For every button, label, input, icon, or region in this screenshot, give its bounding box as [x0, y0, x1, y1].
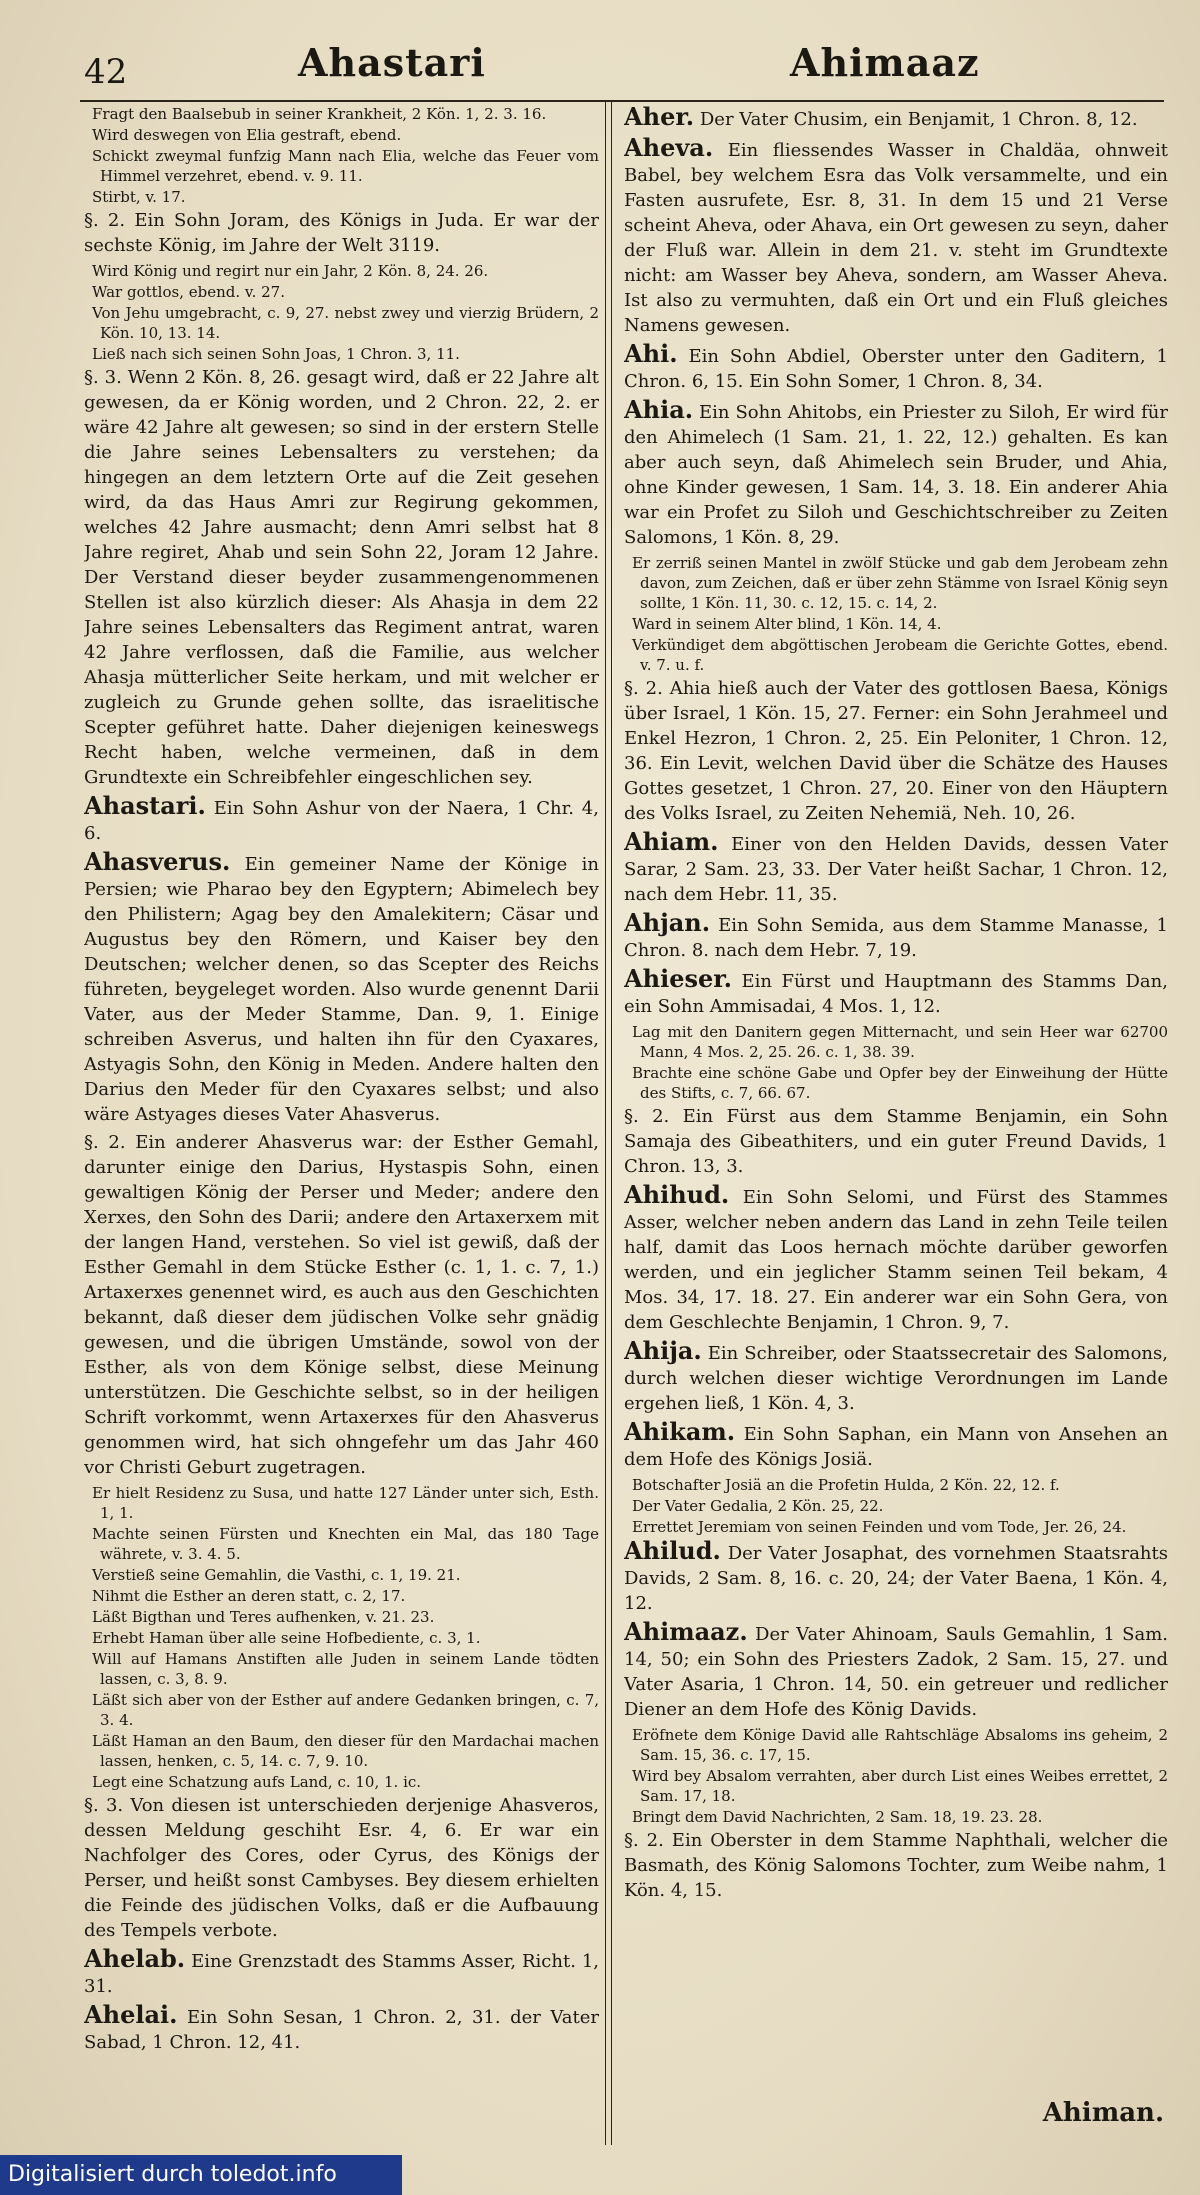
scripture-note: Von Jehu umgebracht, c. 9, 27. nebst zwey und vierzig Brüdern, 2 Kön. 10, 13. 14. — [92, 304, 599, 342]
entry-text: Ein Sohn Selomi, und Fürst des Stammes Asser, welcher neben andern das Land in zehn Teile teilen half, damit das Loos hernach möchte darüber geworfen werden, und ein jeglicher Stamm seinen Teil bekam, 4 Mos. 34, 17. 18. 27. Ein anderer war ein Sohn Gera, von dem Geschlechte Benjamin, 1 Chron. 9, 7. — [624, 1187, 1168, 1333]
entry-text: Ein Fürst und Hauptmann des Stamms Dan, ein Sohn Ammisadai, 4 Mos. 1, 12. — [624, 971, 1168, 1017]
entry-text: Ein Sohn Ashur von der Naera, 1 Chr. 4, 6. — [84, 798, 599, 844]
scripture-note: Botschafter Josiä an die Profetin Hulda, 2 Kön. 22, 12. f. — [632, 1476, 1060, 1494]
entry-text: Der Vater Ahinoam, Sauls Gemahlin, 1 Sam. 14, 50; ein Sohn des Priesters Zadok, 2 Sam. 15, 27. und Vater Asaria, 1 Chron. 14, 50. ein getreuer und redlicher Diener an dem Hofe des König Davids. — [624, 1624, 1168, 1720]
column-divider-inner — [611, 100, 612, 2145]
entry-headword: Ahimaaz. — [624, 1617, 748, 1646]
dictionary-entry — [624, 104, 1168, 132]
scripture-note: Errettet Jeremiam von seinen Feinden und vom Tode, Jer. 26, 24. — [632, 1518, 1127, 1536]
left-column — [84, 104, 599, 2144]
entry-paragraph: §. 3. Von diesen ist unterschieden derjenige Ahasveros, dessen Meldung geschiht Esr. 4, 6. Er war ein Nachfolger des Cores, oder Cyrus, des Königs der Perser, und heißt sonst Cambyses. Bey diesem erhielten die Feinde des jüdischen Volks, daß er die Aufbauung des Tempels verbote. — [84, 1795, 599, 1941]
entry-headword: Ahjan. — [624, 908, 711, 937]
entry-headword: Ahiam. — [624, 827, 719, 856]
header-rule — [80, 100, 1164, 102]
dictionary-entry — [624, 1419, 1168, 1472]
scripture-note: Eröfnete dem Könige David alle Rahtschläge Absaloms ins geheim, 2 Sam. 15, 36. c. 17, 15. — [632, 1726, 1168, 1764]
entry-headword: Ahastari. — [84, 791, 206, 820]
dictionary-entry — [624, 1619, 1168, 1722]
running-headword-left: Ahastari — [298, 40, 486, 85]
dictionary-entry — [624, 829, 1168, 907]
scripture-note: Machte seinen Fürsten und Knechten ein Mal, das 180 Tage währete, v. 3. 4. 5. — [92, 1525, 599, 1563]
scripture-note: Lag mit den Danitern gegen Mitternacht, und sein Heer war 62700 Mann, 4 Mos. 2, 25. 26. c. 1, 38. 39. — [632, 1023, 1168, 1061]
entry-paragraph: §. 2. Ein anderer Ahasverus war: der Esther Gemahl, darunter einige den Darius, Hystaspis Sohn, einen gewaltigen König der Perser und Meder; andere den Xerxes, den Sohn des Darii; andere den Artaxerxem mit der langen Hand, verstehen. So viel ist gewiß, daß der Esther Gemahl in dem Stücke Esther (c. 1, 1. c. 7, 1.) Artaxerxes genennet wird, es auch aus den Geschichten bekannt, daß dieser dem jüdischen Volke sehr gnädig gewesen, und die übrigen Umstände, sowol von der Esther, als von dem Könige selbst, diese Meinung unterstützen. Die Geschichte selbst, so in der heiligen Schrift vorkommt, wenn Artaxerxes für den Ahasverus genommen wird, hat sich ohngefehr um das Jahr 460 vor Christi Geburt zugetragen. — [84, 1132, 599, 1478]
entry-text: Ein Sohn Abdiel, Oberster unter den Gaditern, 1 Chron. 6, 15. Ein Sohn Somer, 1 Chron. 8, 34. — [624, 346, 1168, 392]
dictionary-entry — [624, 1538, 1168, 1616]
dictionary-entry — [624, 966, 1168, 1019]
entry-headword: Ahihud. — [624, 1180, 730, 1209]
entry-text: Einer von den Helden Davids, dessen Vater Sarar, 2 Sam. 23, 33. Der Vater heißt Sachar, 1 Chron. 12, nach dem Hebr. 11, 35. — [624, 834, 1168, 905]
entry-text: Ein Sohn Sesan, 1 Chron. 2, 31. der Vater Sabad, 1 Chron. 12, 41. — [84, 2007, 599, 2053]
dictionary-entry — [84, 849, 599, 1127]
scripture-note: Der Vater Gedalia, 2 Kön. 25, 22. — [632, 1497, 884, 1515]
entry-headword: Ahelab. — [84, 1944, 186, 1973]
footer-label: Digitalisiert durch toledot.info — [8, 2162, 337, 2187]
entry-text: Der Vater Chusim, ein Benjamit, 1 Chron. 8, 12. — [699, 109, 1138, 130]
scripture-note: Bringt dem David Nachrichten, 2 Sam. 18, 19. 23. 28. — [632, 1808, 1043, 1826]
right-column — [624, 104, 1168, 2144]
dictionary-entry — [624, 135, 1168, 338]
entry-headword: Aher. — [624, 104, 695, 131]
entry-headword: Aheva. — [624, 133, 714, 162]
scripture-note: Erhebt Haman über alle seine Hofbediente, c. 3, 1. — [92, 1629, 481, 1647]
entry-headword: Ahikam. — [624, 1417, 736, 1446]
column-divider — [605, 100, 606, 2145]
entry-paragraph: §. 2. Ein Sohn Joram, des Königs in Juda. Er war der sechste König, im Jahre der Welt 3119. — [84, 210, 599, 256]
scripture-note: Nihmt die Esther an deren statt, c. 2, 17. — [92, 1587, 406, 1605]
entry-headword: Ahilud. — [624, 1536, 721, 1565]
entry-paragraph: §. 2. Ein Fürst aus dem Stamme Benjamin, ein Sohn Samaja des Gibeathiters, und ein guter Freund Davids, 1 Chron. 13, 3. — [624, 1106, 1168, 1177]
scripture-note: Er zerriß seinen Mantel in zwölf Stücke und gab dem Jerobeam zehn davon, zum Zeichen, daß er über zehn Stämme von Israel König seyn sollte, 1 Kön. 11, 30. c. 12, 15. c. 14, 2. — [632, 554, 1168, 612]
digitization-footer[interactable] — [0, 2155, 402, 2195]
entry-paragraph: §. 3. Wenn 2 Kön. 8, 26. gesagt wird, daß er 22 Jahre alt gewesen, da er König worden, und 2 Chron. 22, 2. er wäre 42 Jahre alt gewesen; so sind in der erstern Stelle die Jahre seines Lebensalters zu verstehen; da hingegen an dem letztern Orte auf die Zeit gesehen wird, da das Haus Amri zur Regirung gekommen, welches 42 Jahre ausmacht; denn Amri selbst hat 8 Jahre regiret, Ahab und sein Sohn 22, Joram 12 Jahre. Der Verstand dieser beyder zusammengenommenen Stellen ist also kürzlich dieser: Als Ahasja in dem 22 Jahre seines Lebensalters das Regiment antrat, waren 42 Jahre verflossen, daß die Familie, aus welcher Ahasja mütterlicher Seite herkam, und mit welcher er zugleich zu Grunde gehen sollte, das israelitische Scepter geführet hatte. Daher diejenigen keineswegs Recht haben, welche vermeinen, daß in dem Grundtexte ein Schreibfehler eingeschlichen sey. — [84, 367, 599, 788]
entry-headword: Ahia. — [624, 395, 694, 424]
scripture-note: War gottlos, ebend. v. 27. — [92, 283, 285, 301]
entry-text: Ein Sohn Saphan, ein Mann von Ansehen an dem Hofe des Königs Josiä. — [624, 1424, 1168, 1470]
entry-text: Ein Sohn Semida, aus dem Stamme Manasse, 1 Chron. 8. nach dem Hebr. 7, 19. — [624, 915, 1168, 961]
dictionary-entry — [84, 1946, 599, 1999]
running-headword-right: Ahimaaz — [790, 40, 980, 85]
entry-headword: Ahelai. — [84, 2000, 178, 2029]
scripture-note: Ließ nach sich seinen Sohn Joas, 1 Chron. 3, 11. — [92, 345, 460, 363]
dictionary-entry — [84, 2002, 599, 2055]
entry-text: Ein gemeiner Name der Könige in Persien; wie Pharao bey den Egyptern; Abimelech bey den Philistern; Agag bey den Amalekitern; Cäsar und Augustus bey den Römern, und Kaiser bey den Deutschen; welcher denen, so das Scepter des Reichs führeten, beygeleget worden. Also wurde genennt Darii Vater, aus der Meder Stamme, Dan. 9, 1. Einige schreiben Asverus, und halten ihn für den Cyaxares, Astyagis Sohn, den König in Meden. Andere halten den Darius den Meder für den Cyaxares selbst; und also wäre Astyages dieses Vater Ahasverus. — [84, 854, 599, 1125]
dictionary-entry — [624, 910, 1168, 963]
dictionary-entry — [624, 341, 1168, 394]
page-number: 42 — [84, 52, 128, 92]
entry-headword: Ahija. — [624, 1336, 702, 1365]
entry-paragraph: §. 2. Ein Oberster in dem Stamme Naphthali, welcher die Basmath, des König Salomons Tochter, zum Weibe nahm, 1 Kön. 4, 15. — [624, 1830, 1168, 1901]
entry-text: Ein fliessendes Wasser in Chaldäa, ohnweit Babel, bey welchem Esra das Volk versammelte, und ein Fasten ausrufete, Esr. 8, 31. In dem 15 und 21 Verse scheint Aheva, oder Ahava, ein Ort gewesen zu seyn, daher der Fluß war. Allein in dem 21. v. steht im Grundtexte nicht: am Wasser bey Aheva, sondern, am Wasser Aheva. Ist also zu vermuhten, daß ein Ort und ein Fluß gleiches Namens gewesen. — [624, 140, 1168, 336]
scripture-note: Schickt zweymal funfzig Mann nach Elia, welche das Feuer vom Himmel verzehret, ebend. v. 9. 11. — [92, 147, 599, 185]
dictionary-entry — [84, 793, 599, 846]
scripture-note: Wird deswegen von Elia gestraft, ebend. — [92, 126, 402, 144]
catchword: Ahiman. — [1042, 2098, 1164, 2128]
scripture-note: Will auf Hamans Anstiften alle Juden in seinem Lande tödten lassen, c. 3, 8. 9. — [92, 1650, 599, 1688]
scripture-note: Er hielt Residenz zu Susa, und hatte 127 Länder unter sich, Esth. 1, 1. — [92, 1484, 599, 1522]
dictionary-entry — [624, 1182, 1168, 1335]
dictionary-entry — [624, 397, 1168, 550]
scripture-note: Läßt Haman an den Baum, den dieser für den Mardachai machen lassen, henken, c. 5, 14. c. 7, 9. 10. — [92, 1732, 599, 1770]
scripture-note: Wird bey Absalom verrahten, aber durch List eines Weibes errettet, 2 Sam. 17, 18. — [632, 1767, 1168, 1805]
entry-headword: Ahieser. — [624, 964, 733, 993]
scripture-note: Verstieß seine Gemahlin, die Vasthi, c. 1, 19. 21. — [92, 1566, 461, 1584]
scripture-note: Brachte eine schöne Gabe und Opfer bey der Einweihung der Hütte des Stifts, c. 7, 66. 67. — [632, 1064, 1168, 1102]
scripture-note: Fragt den Baalsebub in seiner Krankheit, 2 Kön. 1, 2. 3. 16. — [92, 105, 547, 123]
scripture-note: Legt eine Schatzung aufs Land, c. 10, 1. ic. — [92, 1773, 422, 1791]
scripture-note: Ward in seinem Alter blind, 1 Kön. 14, 4. — [632, 615, 942, 633]
dictionary-entry — [624, 1338, 1168, 1416]
entry-paragraph: §. 2. Ahia hieß auch der Vater des gottlosen Baesa, Königs über Israel, 1 Kön. 15, 27. Ferner: ein Sohn Jerahmeel und Enkel Hezron, 1 Chron. 2, 25. Ein Peloniter, 1 Chron. 12, 36. Ein Levit, welchen David über die Schätze des Hauses Gottes gesetzet, 1 Chron. 27, 20. Einer von den Häuptern des Volks Israel, zu Zeiten Nehemiä, Neh. 10, 26. — [624, 678, 1168, 824]
entry-text: Ein Sohn Ahitobs, ein Priester zu Siloh, Er wird für den Ahimelech (1 Sam. 21, 1. 22, 12.) gehalten. Es kan aber auch seyn, daß Ahimelech sein Bruder, und Ahia, ohne Kinder gewesen, 1 Sam. 14, 3. 18. Ein anderer Ahia war ein Profet zu Siloh und Geschichtschreiber zu Zeiten Salomons, 1 Kön. 8, 29. — [624, 402, 1168, 548]
scripture-note: Läßt Bigthan und Teres aufhenken, v. 21. 23. — [92, 1608, 435, 1626]
entry-headword: Ahasverus. — [84, 847, 231, 876]
scripture-note: Verkündiget dem abgöttischen Jerobeam die Gerichte Gottes, ebend. v. 7. u. f. — [632, 636, 1168, 674]
entry-text: Ein Schreiber, oder Staatssecretair des Salomons, durch welchen dieser wichtige Verordnungen im Lande ergehen ließ, 1 Kön. 4, 3. — [624, 1343, 1168, 1414]
scripture-note: Läßt sich aber von der Esther auf andere Gedanken bringen, c. 7, 3. 4. — [92, 1691, 599, 1729]
entry-headword: Ahi. — [624, 339, 678, 368]
scripture-note: Stirbt, v. 17. — [92, 188, 186, 206]
entry-text: Der Vater Josaphat, des vornehmen Staatsrahts Davids, 2 Sam. 8, 16. c. 20, 24; der Vater Baena, 1 Kön. 4, 12. — [624, 1543, 1168, 1614]
entry-text: Eine Grenzstadt des Stamms Asser, Richt. 1, 31. — [84, 1951, 599, 1997]
scripture-note: Wird König und regirt nur ein Jahr, 2 Kön. 8, 24. 26. — [92, 262, 489, 280]
